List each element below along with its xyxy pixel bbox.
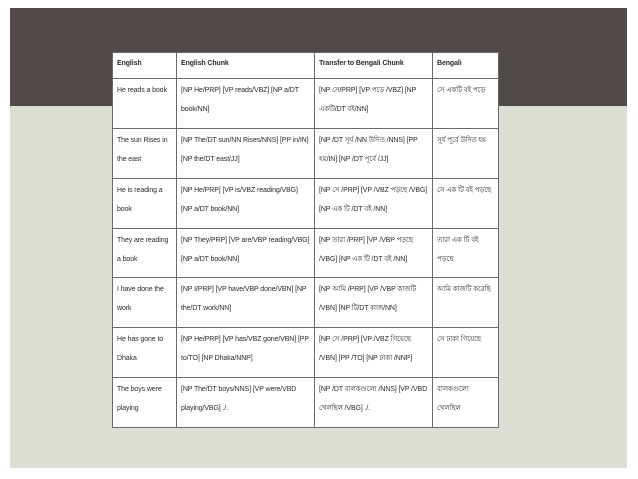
cell-english: The sun Rises in the east [113,128,177,178]
cell-bengali: সে ঢাকা গিয়েছে [433,328,499,378]
chunk-translation-table [112,52,499,428]
cell-bengali-chunk: [NP /DT বালকগুলো /NNS] [VP /VBD খেলছিল /VBG] ./. [315,378,433,428]
cell-english-chunk: [NP He/PRP] [VP has/VBZ gone/VBN] [PP to/TO] [NP Dhaka/NNP] [177,328,315,378]
cell-english-chunk: [NP He/PRP] [VP is/VBZ reading/VBG] [NP a/DT book/NN] [177,178,315,228]
cell-bengali-chunk: [NP আমি /PRP] [VP /VBP কাজটি /VBN] [NP টি/DT কাজ/NN] [315,278,433,328]
cell-english: I have done the work [113,278,177,328]
cell-bengali-chunk: [NP সে/PRP] [VP পড়ে /VBZ] [NP একটি/DT বই/NN] [315,79,433,129]
cell-bengali-chunk: [NP সে /PRP] [VP /VBZ পড়ছে /VBG] [NP এক টি /DT বই /NN] [315,178,433,228]
cell-bengali: সে এক টি বই পড়ছে [433,178,499,228]
cell-english: He has gone to Dhaka [113,328,177,378]
table-row [113,378,499,428]
cell-bengali: সূর্য পূর্বে উদিত হয় [433,128,499,178]
cell-bengali-chunk: [NP সে /PRP] [VP /VBZ গিয়েছে /VBN] [PP /TO] [NP ঢাকা /NNP] [315,328,433,378]
cell-english-chunk: [NP The/DT sun/NN Rises/NNS] [PP in/IN] [NP the/DT east/JJ] [177,128,315,178]
cell-english: He reads a book [113,79,177,129]
cell-english: The boys were playing [113,378,177,428]
header-english: English [113,53,177,79]
cell-bengali: আমি কাজটি করেছি [433,278,499,328]
table-header-row [113,53,499,79]
cell-english: He is reading a book [113,178,177,228]
table-row [113,79,499,129]
cell-english-chunk: [NP I/PRP] [VP have/VBP done/VBN] [NP the/DT work/NN] [177,278,315,328]
table-row [113,278,499,328]
header-english-chunk: English Chunk [177,53,315,79]
table-row [113,328,499,378]
table-row [113,228,499,278]
cell-bengali: সে একটি বই পড়ে [433,79,499,129]
cell-bengali-chunk: [NP /DT সূর্য /NN উদিত /NNS] [PP হয়/IN] [NP /DT পূর্বে /JJ] [315,128,433,178]
cell-english: They are reading a book [113,228,177,278]
cell-english-chunk: [NP He/PRP] [VP reads/VBZ] [NP a/DT book/NN] [177,79,315,129]
cell-english-chunk: [NP The/DT boys/NNS] [VP were/VBD playing/VBG] ./. [177,378,315,428]
table-row [113,178,499,228]
cell-english-chunk: [NP They/PRP] [VP are/VBP reading/VBG] [NP a/DT book/NN] [177,228,315,278]
cell-bengali-chunk: [NP তারা /PRP] [VP /VBP পড়ছে /VBG] [NP এক টি /DT বই /NN] [315,228,433,278]
cell-bengali: বালকগুলো খেলছিল [433,378,499,428]
header-bengali-chunk: Transfer to Bengali Chunk [315,53,433,79]
table-row [113,128,499,178]
header-bengali: Bengali [433,53,499,79]
cell-bengali: তারা এক টি বই পড়ছে [433,228,499,278]
